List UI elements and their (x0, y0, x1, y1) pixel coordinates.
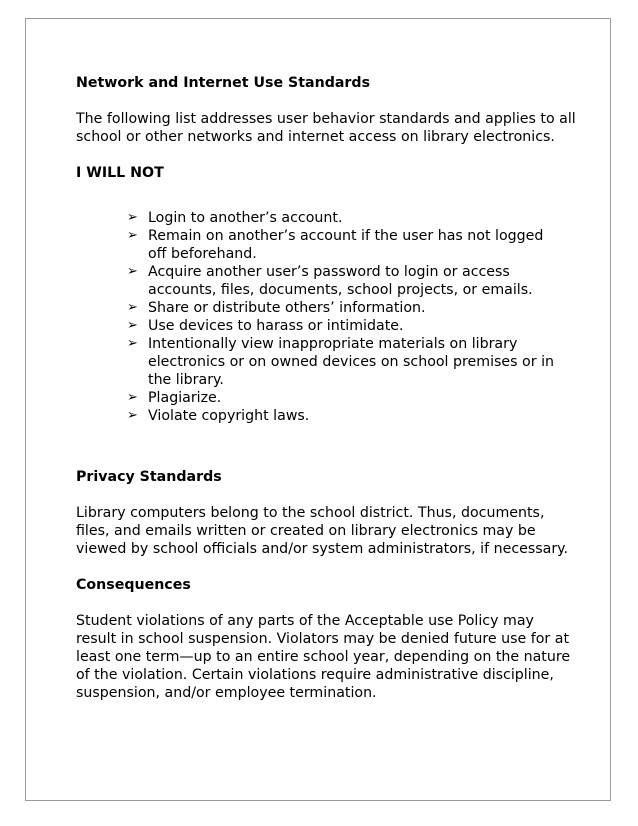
arrow-bullet-icon: ➢ (127, 210, 138, 225)
list-item (125, 317, 565, 335)
list-item (125, 227, 565, 263)
arrow-bullet-icon: ➢ (127, 228, 138, 243)
list-item-text: Plagiarize. (148, 390, 222, 406)
list-item (125, 389, 565, 407)
arrow-bullet-icon: ➢ (127, 264, 138, 279)
arrow-bullet-icon: ➢ (127, 336, 138, 351)
consequences-heading: Consequences (76, 577, 191, 593)
list-item-text: Share or distribute others’ information. (148, 300, 426, 316)
list-item-text: Intentionally view inappropriate materials on library electronics or on owned devices on school premises or in the library. (148, 336, 554, 388)
consequences-body: Student violations of any parts of the Acceptable use Policy may result in school suspension. Violators may be denied future use for at least one term—up to an entire school year, depending on the nature of the violation. Certain violations require administrative discipline, suspension, and/or employee termination. (76, 613, 571, 701)
list-item-text: Use devices to harass or intimidate. (148, 318, 404, 334)
list-item (125, 335, 565, 389)
list-item (125, 209, 565, 227)
list-item (125, 263, 565, 299)
list-item-text: Acquire another user’s password to login or access accounts, files, documents, school projects, or emails. (148, 264, 533, 298)
arrow-bullet-icon: ➢ (127, 390, 138, 405)
list-item-text: Violate copyright laws. (148, 408, 310, 424)
list-item (125, 407, 565, 425)
network-standards-heading: Network and Internet Use Standards (76, 75, 371, 91)
document-content (76, 74, 576, 702)
list-item (125, 299, 565, 317)
arrow-bullet-icon: ➢ (127, 408, 138, 423)
list-item-text: Remain on another’s account if the user has not logged off beforehand. (148, 228, 544, 262)
privacy-standards-body: Library computers belong to the school district. Thus, documents, files, and emails written or created on library electronics may be viewed by school officials and/or system administrators, if necessary. (76, 505, 569, 557)
rules-list (76, 209, 565, 425)
arrow-bullet-icon: ➢ (127, 318, 138, 333)
network-standards-intro: The following list addresses user behavior standards and applies to all school or other networks and internet access on library electronics. (76, 111, 576, 145)
list-item-text: Login to another’s account. (148, 210, 343, 226)
i-will-not-heading: I WILL NOT (76, 165, 164, 181)
privacy-standards-heading: Privacy Standards (76, 469, 222, 485)
arrow-bullet-icon: ➢ (127, 300, 138, 315)
